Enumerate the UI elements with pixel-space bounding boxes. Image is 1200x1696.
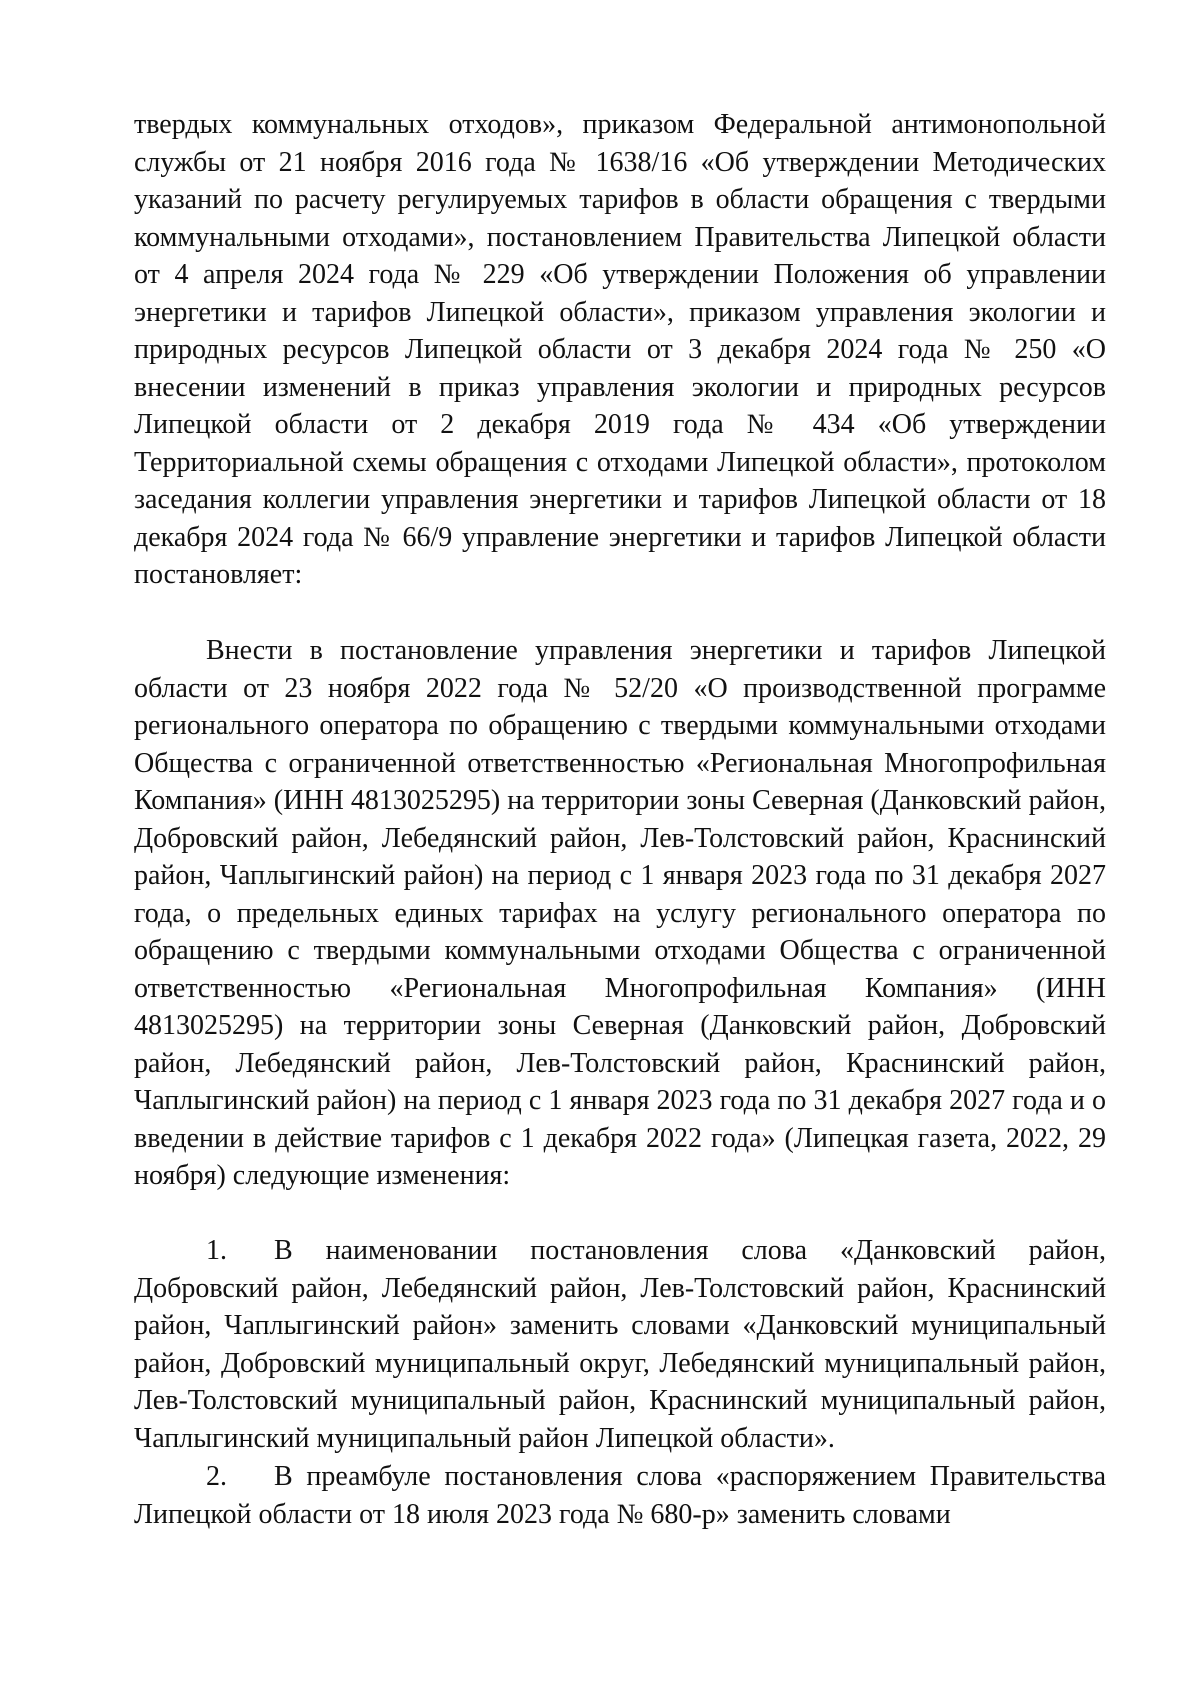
list-item-number: 1. (206, 1235, 227, 1266)
list-item (134, 1232, 1106, 1457)
preamble-block (134, 106, 1106, 594)
list-item-number: 2. (206, 1461, 227, 1492)
main-block (134, 632, 1106, 1195)
list-item-2-block (134, 1458, 1106, 1533)
preamble-paragraph: твердых коммунальных отходов», приказом Федеральной антимонопольной службы от 21 ноября 2016 года № 1638/16 «Об утверждении Методических указаний по расчету регулируемых тарифов в области обращения с твердыми коммунальными отходами», постановлением Правительства Липецкой области от 4 апреля 2024 года № 229 «Об утверждении Положения об управлении энергетики и тарифов Липецкой области», приказом управления экологии и природных ресурсов Липецкой области от 3 декабря 2024 года № 250 «О внесении изменений в приказ управления экологии и природных ресурсов Липецкой области от 2 декабря 2019 года № 434 «Об утверждении Территориальной схемы обращения с отходами Липецкой области», протоколом заседания коллегии управления энергетики и тарифов Липецкой области от 18 декабря 2024 года № 66/9 управление энергетики и тарифов Липецкой области постановляет: (134, 109, 1106, 590)
main-paragraph: Внести в постановление управления энергетики и тарифов Липецкой области от 23 ноября 2022 года № 52/20 «О производственной программе регионального оператора по обращению с твердыми коммунальными отходами Общества с ограниченной ответственностью «Региональная Многопрофильная Компания» (ИНН 4813025295) на территории зоны Северная (Данковский район, Добровский район, Лебедянский район, Лев-Толстовский район, Краснинский район, Чаплыгинский район) на период с 1 января 2023 года по 31 декабря 2027 года, о предельных единых тарифах на услугу регионального оператора по обращению с твердыми коммунальными отходами Общества с ограниченной ответственностью «Региональная Многопрофильная Компания» (ИНН 4813025295) на территории зоны Северная (Данковский район, Добровский район, Лебедянский район, Лев-Толстовский район, Краснинский район, Чаплыгинский район) на период с 1 января 2023 года по 31 декабря 2027 года и о введении в действие тарифов с 1 декабря 2022 года» (Липецкая газета, 2022, 29 ноября) следующие изменения: (134, 635, 1106, 1191)
list-item-1-block (134, 1232, 1106, 1457)
list-item-text: В преамбуле постановления слова «распоряжением Правительства Липецкой области от 18 июля 2023 года № 680-р» заменить словами (134, 1461, 1106, 1530)
list-item-text: В наименовании постановления слова «Данковский район, Добровский район, Лебедянский район, Лев-Толстовский район, Краснинский район, Чаплыгинский район» заменить словами «Данковский муниципальный район, Добровский муниципальный округ, Лебедянский муниципальный район, Лев-Толстовский муниципальный район, Краснинский муниципальный район, Чаплыгинский муниципальный район Липецкой области». (134, 1235, 1106, 1454)
list-item (134, 1458, 1106, 1533)
